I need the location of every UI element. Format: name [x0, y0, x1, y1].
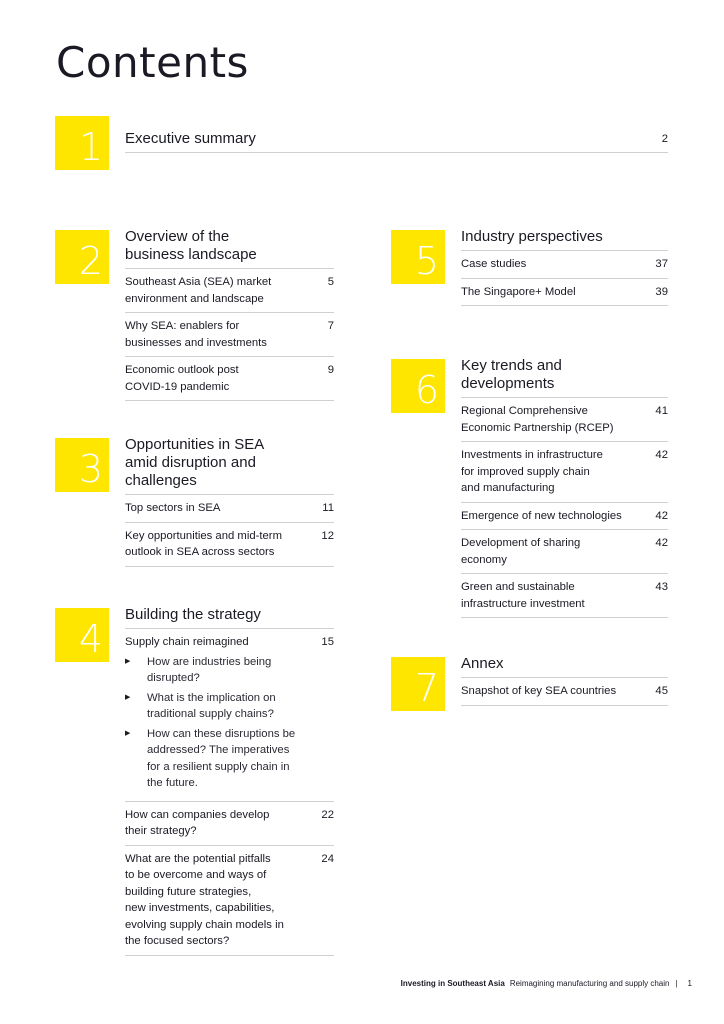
- page-number: 37: [655, 258, 668, 270]
- section-title: Key trends and developments: [461, 357, 668, 398]
- entry-text: The Singapore+ Model: [461, 285, 576, 298]
- page-number: 24: [321, 852, 334, 865]
- page-number: 12: [321, 529, 334, 542]
- subitem: [125, 654, 334, 687]
- section-title: Building the strategy: [125, 606, 334, 629]
- toc-entry[interactable]: [461, 398, 668, 442]
- page-number: 41: [655, 405, 668, 417]
- page-number: 43: [655, 581, 668, 593]
- toc-entry-with-subitems[interactable]: [125, 629, 334, 802]
- toc-entry[interactable]: [125, 802, 334, 846]
- page-number: 45: [655, 685, 668, 697]
- section-6: [461, 357, 668, 618]
- entry-text: Regional Comprehensive Economic Partnership (RCEP): [461, 405, 614, 434]
- entry-text: Top sectors in SEA: [125, 502, 221, 514]
- section-1: [125, 130, 668, 153]
- entry-text: Development of sharing economy: [461, 537, 581, 566]
- page-number: 42: [655, 509, 668, 522]
- toc-entry[interactable]: [461, 442, 668, 503]
- footer-subtitle: Reimagining manufacturing and supply chain: [509, 979, 670, 988]
- section-number-6: 6: [391, 359, 445, 413]
- page-number: 11: [322, 502, 334, 514]
- page-number: 15: [321, 636, 334, 648]
- subitem: [125, 690, 334, 723]
- subitem-text: What is the implication on traditional supply chains?: [147, 691, 276, 720]
- entry-text: Why SEA: enablers for businesses and investments: [125, 320, 267, 349]
- section-number-4: 4: [55, 608, 109, 662]
- subitem-text: How are industries being disrupted?: [147, 655, 272, 684]
- toc-entry[interactable]: [461, 503, 668, 531]
- entry-text: Snapshot of key SEA countries: [461, 685, 617, 697]
- entry-text: What are the potential pitfalls to be overcome and ways of building future strategies, new investments, capabilities, evolving supply chain models in the focused sectors?: [125, 852, 284, 947]
- footer-separator: |: [675, 979, 678, 988]
- entry-text: How can companies develop their strategy?: [125, 808, 270, 837]
- page-number: 42: [655, 537, 668, 549]
- subitem-list: [125, 651, 334, 801]
- entry-text: Emergence of new technologies: [461, 509, 622, 522]
- bullet-icon: ▶: [125, 657, 131, 665]
- page-number: 5: [327, 276, 334, 288]
- section-title: Opportunities in SEA amid disruption and challenges: [125, 436, 334, 495]
- page-title: Contents: [56, 38, 249, 87]
- footer-page-number: 1: [687, 979, 692, 988]
- toc-entry[interactable]: [461, 530, 668, 574]
- section-title: Overview of the business landscape: [125, 228, 334, 269]
- section-number-7: 7: [391, 657, 445, 711]
- page-footer: [401, 979, 692, 988]
- section-2: [125, 228, 334, 401]
- toc-entry[interactable]: [461, 574, 668, 618]
- toc-entry[interactable]: [125, 846, 334, 956]
- toc-entry[interactable]: [125, 523, 334, 567]
- page-number: 22: [321, 808, 334, 821]
- footer-publication-title: Investing in Southeast Asia: [400, 979, 505, 988]
- section-4: [125, 606, 334, 956]
- entry-text: Investments in infrastructure for improved supply chain and manufacturing: [461, 449, 603, 494]
- page-number: 42: [655, 449, 668, 461]
- section-title: Executive summary: [125, 130, 256, 147]
- toc-entry[interactable]: [461, 251, 668, 279]
- subitem-text: How can these disruptions be addressed? The imperatives for a resilient supply chain in the future.: [147, 727, 296, 789]
- section-number-1: 1: [55, 116, 109, 170]
- section-number-5: 5: [391, 230, 445, 284]
- section-3: [125, 436, 334, 567]
- entry-text: Southeast Asia (SEA) market environment and landscape: [125, 276, 272, 305]
- toc-entry[interactable]: [125, 357, 334, 401]
- page-number: 2: [661, 133, 668, 145]
- page-number: 7: [327, 320, 334, 332]
- bullet-icon: ▶: [125, 693, 131, 701]
- section-title: Annex: [461, 655, 668, 678]
- toc-entry[interactable]: [461, 678, 668, 706]
- section-7: [461, 655, 668, 706]
- entry-text: Key opportunities and mid-term outlook in SEA across sectors: [125, 529, 282, 558]
- toc-entry[interactable]: [125, 495, 334, 523]
- page-number: 39: [655, 285, 668, 298]
- subitem: [125, 726, 334, 792]
- toc-entry[interactable]: [125, 313, 334, 357]
- entry-text: Green and sustainable infrastructure investment: [461, 581, 585, 610]
- section-number-3: 3: [55, 438, 109, 492]
- page-number: 9: [327, 364, 334, 376]
- toc-entry[interactable]: [461, 279, 668, 307]
- toc-entry[interactable]: [125, 269, 334, 313]
- entry-text: Case studies: [461, 258, 527, 270]
- toc-entry-executive-summary[interactable]: [125, 130, 668, 153]
- entry-text: Economic outlook post COVID-19 pandemic: [125, 364, 239, 393]
- section-number-2: 2: [55, 230, 109, 284]
- section-title: Industry perspectives: [461, 228, 668, 251]
- bullet-icon: ▶: [125, 729, 131, 737]
- entry-text: Supply chain reimagined: [125, 636, 249, 648]
- section-5: [461, 228, 668, 306]
